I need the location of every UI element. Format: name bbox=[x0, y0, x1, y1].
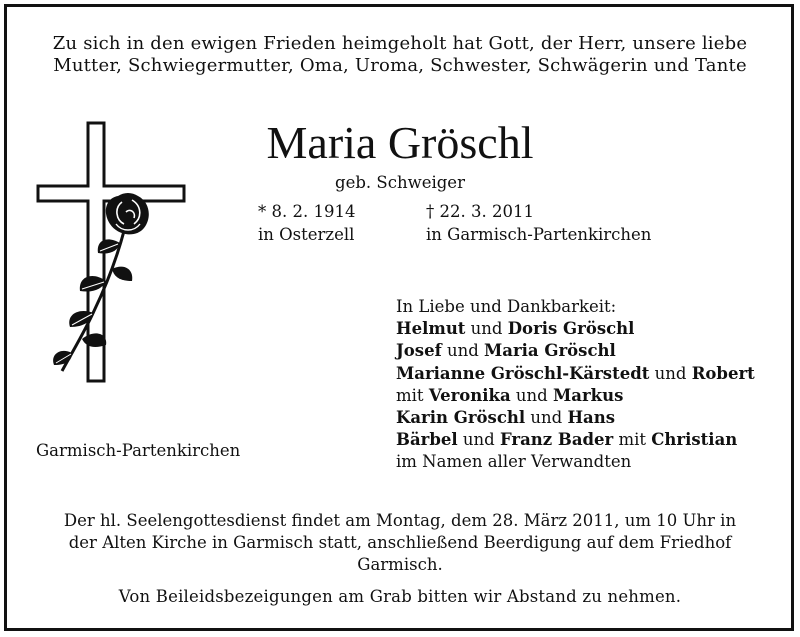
signer-line bbox=[396, 318, 755, 340]
service-line: Der hl. Seelengottesdienst findet am Montag, dem 28. März 2011, um 10 Uhr in bbox=[63, 511, 737, 530]
signer-name: Christian bbox=[651, 430, 738, 450]
signer-connector: und bbox=[441, 341, 485, 361]
service-line: Garmisch. bbox=[357, 555, 443, 574]
signer-name: Bärbel bbox=[396, 430, 458, 450]
signers-list bbox=[396, 318, 755, 473]
intro-line: Mutter, Schwiegermutter, Oma, Uroma, Schwester, Schwägerin und Tante bbox=[53, 55, 747, 76]
signer-connector: und bbox=[525, 408, 568, 428]
signer-line bbox=[396, 451, 755, 473]
signer-name: Maria Gröschl bbox=[484, 341, 616, 361]
signer-name: Robert bbox=[691, 363, 755, 383]
signer-name: Josef bbox=[396, 341, 442, 361]
signer-connector: mit bbox=[396, 385, 429, 405]
signer-line bbox=[396, 363, 755, 385]
intro-line: Zu sich in den ewigen Frieden heimgeholt hat Gott, der Herr, unsere liebe bbox=[52, 33, 748, 54]
maiden-name: geb. Schweiger bbox=[335, 173, 465, 192]
condolence-note: Von Beileidsbezeigungen am Grab bitten wir Abstand zu nehmen. bbox=[118, 587, 682, 606]
signer-connector: und bbox=[465, 319, 508, 339]
death-info bbox=[426, 200, 651, 246]
signer-name: Karin Gröschl bbox=[396, 408, 526, 428]
signer-line bbox=[396, 429, 755, 451]
intro-text bbox=[10, 33, 790, 77]
signer-name: Helmut bbox=[396, 319, 466, 339]
residence-place: Garmisch-Partenkirchen bbox=[36, 441, 241, 460]
signer-connector: und bbox=[649, 363, 692, 383]
deceased-name: Maria Gröschl bbox=[266, 117, 534, 168]
birth-info bbox=[258, 200, 355, 246]
signer-name: Markus bbox=[553, 385, 624, 405]
signer-connector: und bbox=[457, 430, 500, 450]
birth-date: * 8. 2. 1914 bbox=[258, 202, 356, 221]
signer-name: Marianne Gröschl-Kärstedt bbox=[396, 363, 650, 383]
birth-place: in Osterzell bbox=[258, 225, 355, 244]
signer-line bbox=[396, 340, 755, 362]
signer-connector: und bbox=[510, 385, 553, 405]
signers-block bbox=[396, 296, 755, 474]
signer-name: Hans bbox=[567, 408, 616, 428]
death-place: in Garmisch-Partenkirchen bbox=[426, 225, 652, 244]
signer-name: Doris Gröschl bbox=[507, 319, 635, 339]
signer-name: Veronika bbox=[428, 385, 511, 405]
service-announcement bbox=[14, 510, 786, 608]
signer-connector: mit bbox=[613, 430, 652, 450]
signer-name: Franz Bader bbox=[499, 430, 614, 450]
service-line: der Alten Kirche in Garmisch statt, anschließend Beerdigung auf dem Friedhof bbox=[68, 533, 732, 552]
death-date: † 22. 3. 2011 bbox=[426, 202, 534, 221]
signer-connector: im Namen aller Verwandten bbox=[396, 452, 632, 472]
signers-heading: In Liebe und Dankbarkeit: bbox=[396, 297, 617, 316]
signer-line bbox=[396, 407, 755, 429]
signer-line bbox=[396, 385, 755, 407]
